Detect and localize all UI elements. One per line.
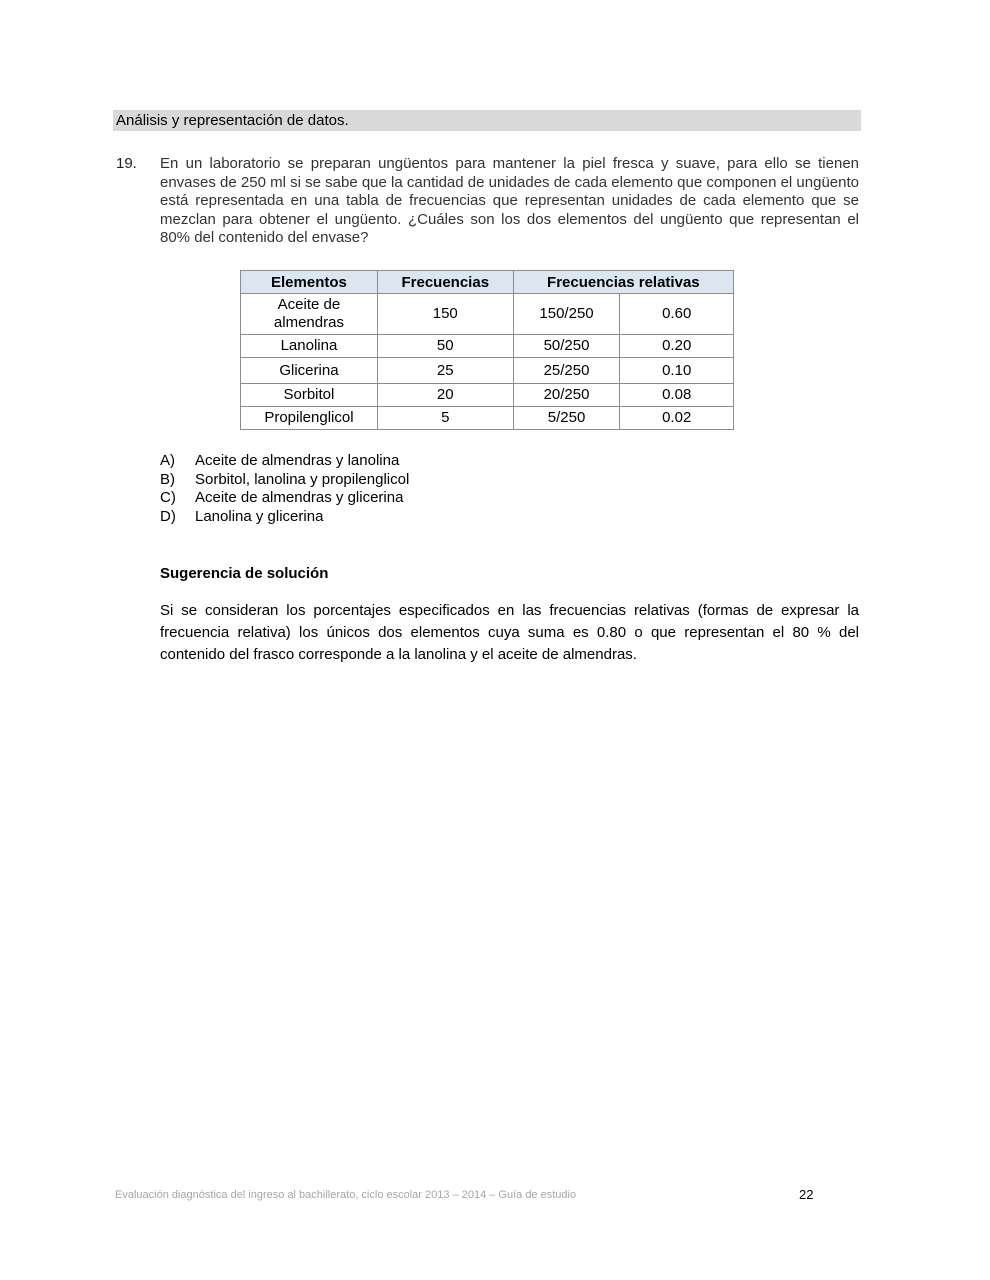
option-text: Sorbitol, lanolina y propilenglicol [195,470,410,488]
table-row [241,358,734,384]
cell-fraction: 5/250 [513,407,620,430]
table-header-row [241,271,734,294]
cell-element: Propilenglicol [241,407,378,430]
cell-relative: 0.10 [620,358,734,384]
cell-relative: 0.20 [620,335,734,358]
suggestion-title: Sugerencia de solución [160,565,329,582]
cell-frequency: 150 [377,294,513,335]
option-letter: C) [160,489,176,507]
cell-fraction: 150/250 [513,294,620,335]
cell-frequency: 5 [377,407,513,430]
question-text: En un laboratorio se preparan ungüentos para mantener la piel fresca y suave, para ello se tienen envases de 250 ml si se sabe que la cantidad de unidades de cada elemento que componen el ungüento está representada en una tabla de frecuencias que representan unidades de cada elemento que se mezclan para obtener el ungüento. ¿Cuáles son los dos elementos del ungüento que representan el 80% del contenido del envase? [160,155,859,246]
table-row [241,294,734,335]
cell-fraction: 50/250 [513,335,620,358]
cell-element: Sorbitol [241,384,378,407]
option-b [160,471,409,490]
option-letter: D) [160,508,176,526]
option-a [160,452,409,471]
cell-frequency: 20 [377,384,513,407]
option-c [160,489,409,508]
suggestion-text: Si se consideran los porcentajes especificados en las frecuencias relativas (formas de expresar la frecuencia relativa) los únicos dos elementos cuya suma es 0.80 o que representan el 80 % del contenido del frasco corresponde a la lanolina y el aceite de almendras. [160,602,859,663]
cell-relative: 0.02 [620,407,734,430]
cell-relative: 0.08 [620,384,734,407]
cell-fraction: 20/250 [513,384,620,407]
header-frecuencias-relativas: Frecuencias relativas [513,271,733,294]
table-row [241,384,734,407]
page-number: 22 [799,1187,814,1202]
option-letter: B) [160,470,175,488]
cell-fraction: 25/250 [513,358,620,384]
header-elementos: Elementos [241,271,378,294]
section-title: Análisis y representación de datos. [113,110,861,131]
cell-frequency: 50 [377,335,513,358]
cell-element: Lanolina [241,335,378,358]
table-row [241,335,734,358]
question-number: 19. [116,155,137,172]
cell-element: Glicerina [241,358,378,384]
option-text: Aceite de almendras y glicerina [195,489,404,507]
option-text: Lanolina y glicerina [195,508,324,526]
cell-relative: 0.60 [620,294,734,335]
option-letter: A) [160,452,175,469]
cell-element: Aceite de almendras [241,294,378,335]
frequency-table [240,270,734,430]
cell-frequency: 25 [377,358,513,384]
option-text: Aceite de almendras y lanolina [195,452,400,469]
table-row [241,407,734,430]
header-frecuencias: Frecuencias [377,271,513,294]
answer-options [160,452,409,527]
footer-text: Evaluación diagnóstica del ingreso al bachillerato, ciclo escolar 2013 – 2014 – Guía de estudio [115,1189,577,1201]
option-d [160,508,409,527]
